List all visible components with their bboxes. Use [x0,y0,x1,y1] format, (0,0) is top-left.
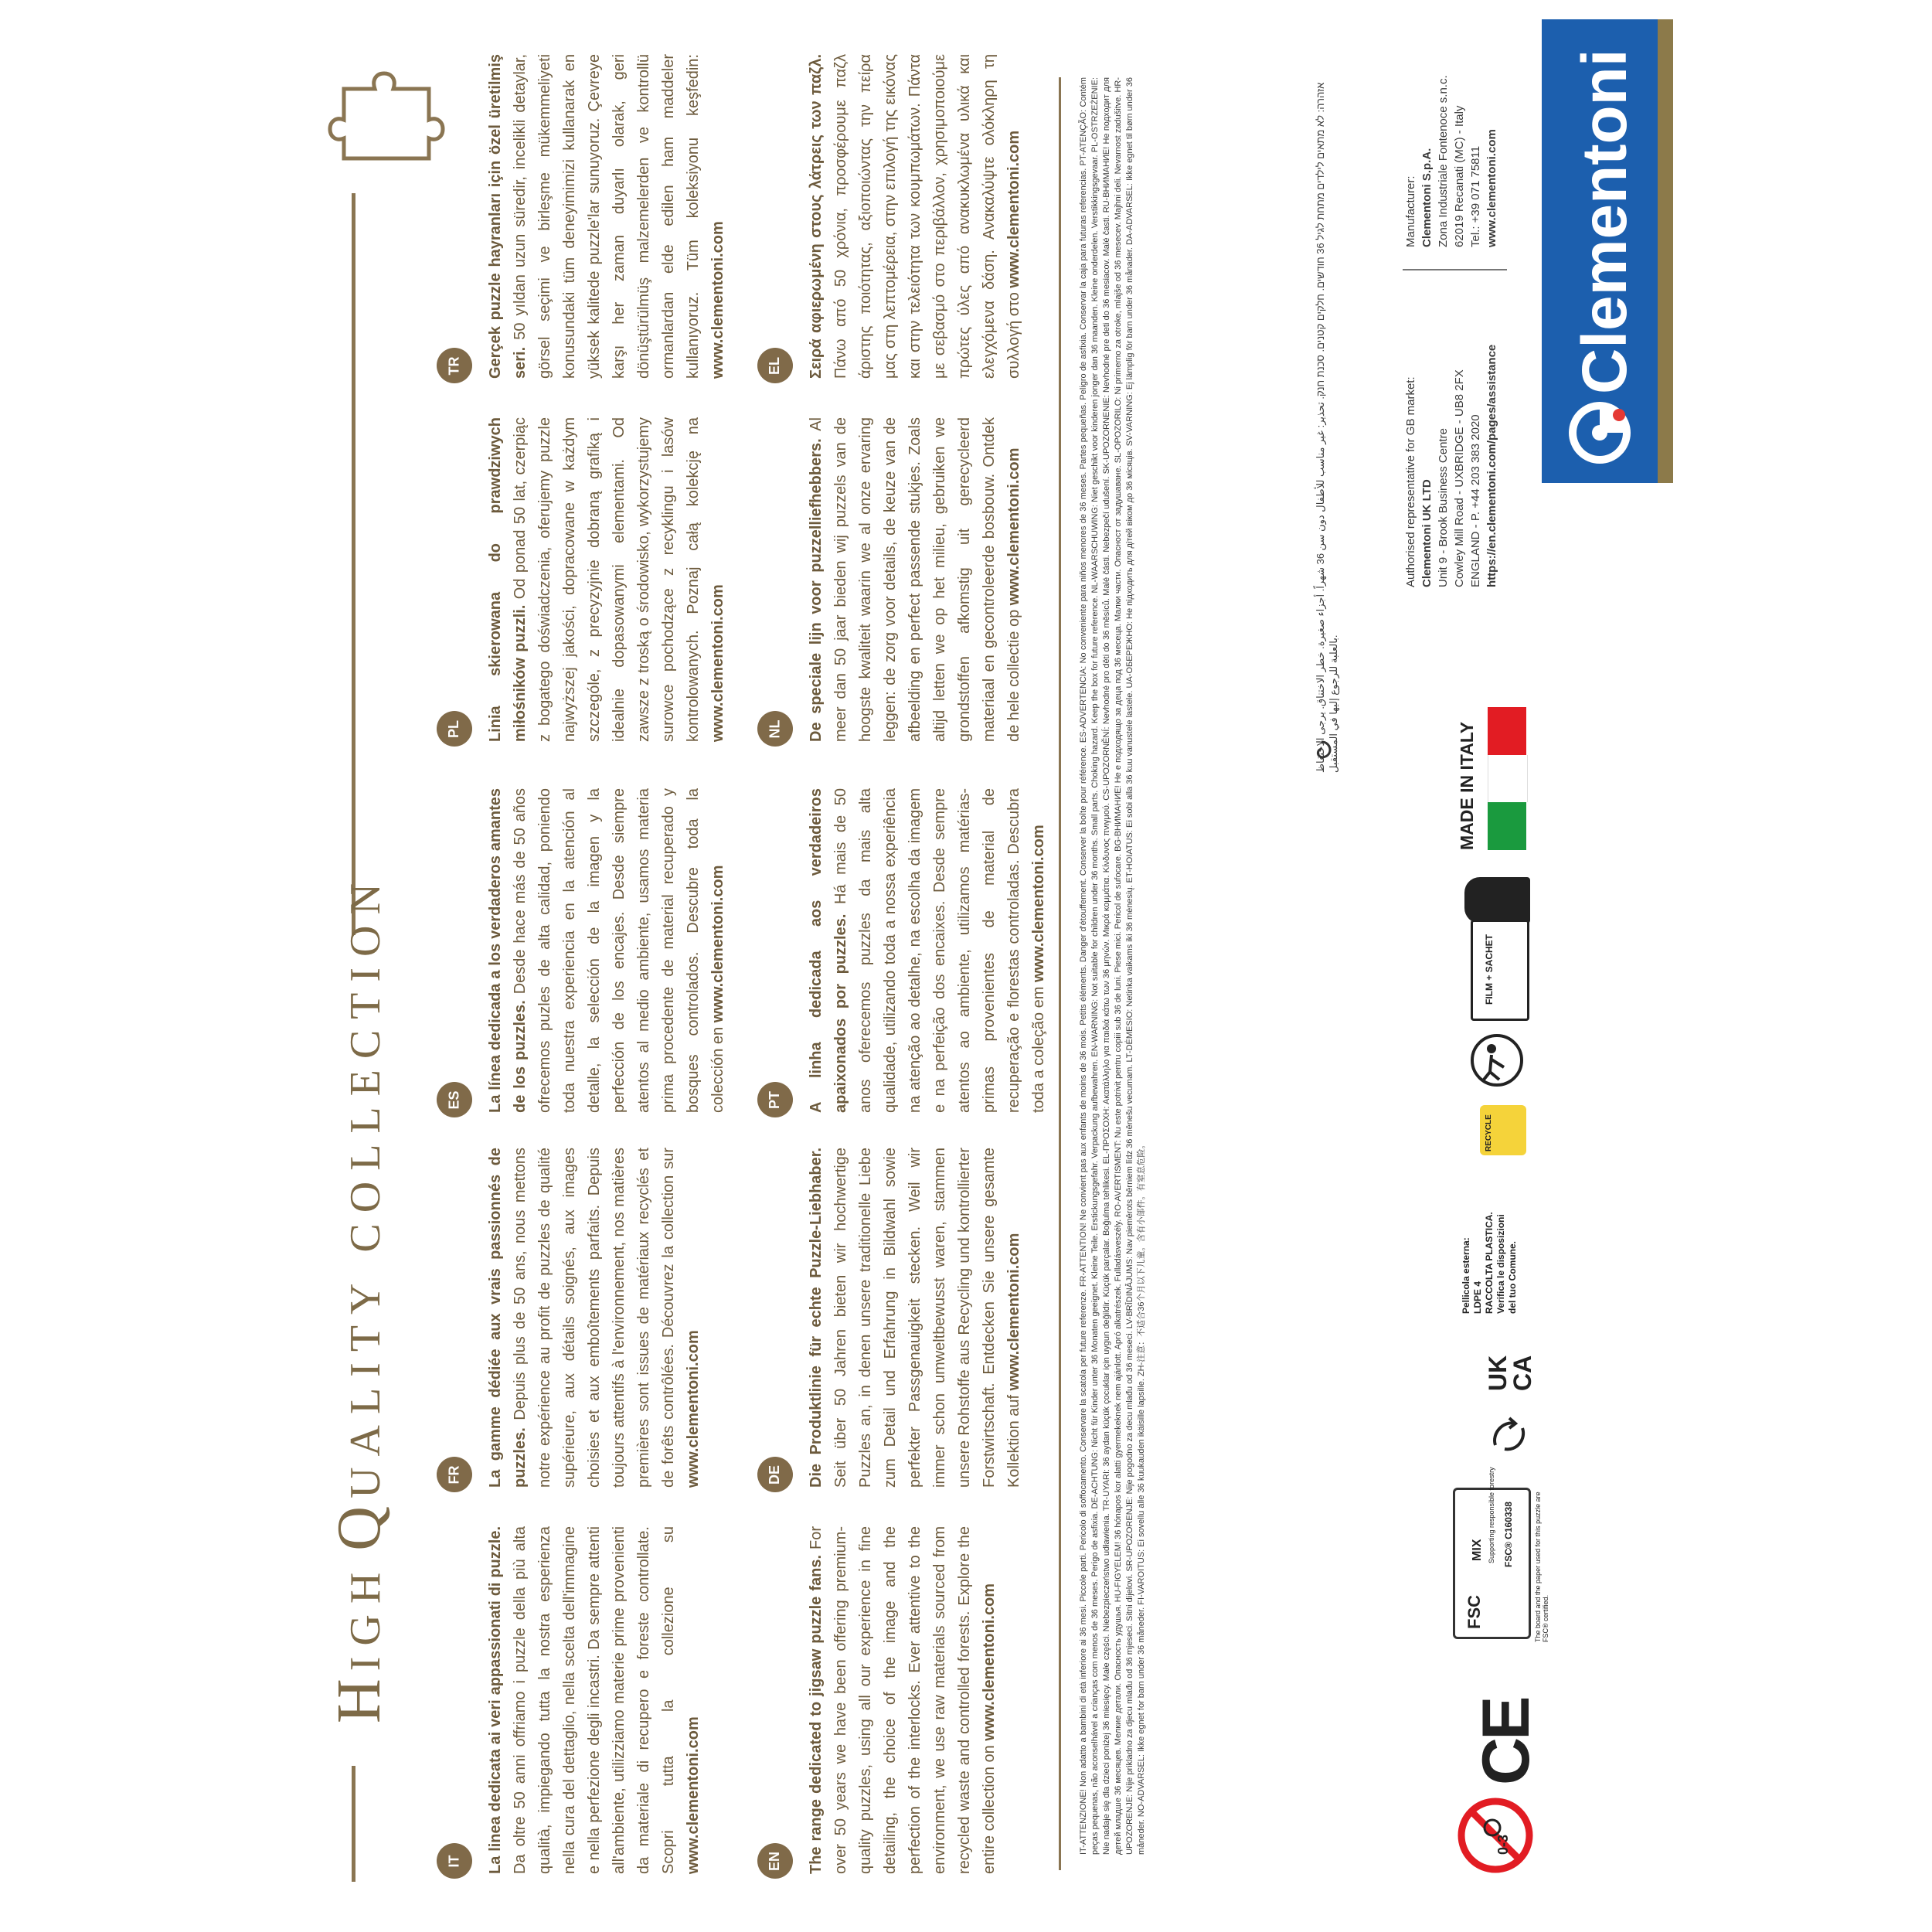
fsc-supporting: Supporting responsible forestry [1488,1467,1495,1563]
lang-heading: De speciale lijn voor puzzelliefhebbers. [808,438,825,742]
lang-badge-code: PT [767,1090,783,1109]
lang-badge-it [437,1843,472,1879]
lang-text-box-pl [483,417,726,742]
lang-heading: La gamme dédiée aux vrais passionnés de puzzles. [487,1148,529,1488]
lang-badge-tr [437,348,472,383]
lang-badge-pl [437,711,472,747]
lang-cta: Explore the entire collection on [956,1526,998,1874]
bin-label: FILM + SACHET [1484,934,1495,1005]
lang-text-box-fr [483,1147,702,1488]
lang-body: Πάνω από 50 χρόνια, προσφέρουμε παζλ άριστης ποιότητας, αξιοποιώντας την πείρα μας στη λεπτομέρεια, στην επιλογή της εικόνας και στην τελειότητα των κουμπωμάτων. Πάντα με σεβασμό στο περιβάλλον, χρησιμοποιούμε πρώτες ύλες από ανακυκλωμένα υλικά και ελεγχόμενα δάση. [832,54,998,379]
title-letter-h: H [325,1671,393,1723]
representative-name: Clementoni UK LTD [1420,479,1434,587]
title-rule-top [352,193,355,935]
tidyman-icon [1468,1032,1526,1090]
fsc-note: The board and the paper used for this puzzle are FSC® certified. [1534,1492,1549,1642]
lang-text-box-de [804,1147,1022,1488]
italy-flag [1488,707,1526,850]
lang-heading: Gerçek puzzle hayranları için özel üretilmiş seri. [487,54,529,379]
manufacturer-web[interactable]: www.clementoni.com [1485,129,1498,247]
lang-body: Depuis plus de 50 ans, nous mettons notre expérience au profit de puzzles de qualité supérieure, aux détails soignés, aux images choisies et aux emboîtements parfaits. Depuis toujours attentifs à l'environnement, nos matières premières sont issues de matériaux recyclés et de forêts contrôlées. [512,1147,677,1488]
flag-red [1488,707,1526,755]
ukca-top: UK [1484,1355,1512,1391]
ce-mark: CE [1469,1699,1543,1785]
lang-heading: Σειρά αφιερωμένη στους λάτρεις των παζλ. [808,54,825,379]
lang-text-es [483,788,726,1113]
puzzle-piece-icon [321,66,444,166]
lang-badge-code: EN [767,1851,783,1871]
lang-url-link[interactable]: www.clementoni.com [1005,130,1022,288]
fsc-certification [1453,1467,1531,1639]
bin-body [1471,920,1529,1021]
lang-url-link[interactable]: www.clementoni.com [685,1716,702,1874]
representative-address1: Unit 9 - Brook Business Centre [1437,428,1450,587]
fsc-brand: FSC [1464,1595,1484,1629]
lang-badge-code: TR [446,356,462,375]
manufacturer-block [1403,75,1500,247]
manufacturer-address: Zona Industriale Fontenoce s.n.c. [1437,75,1450,247]
recycle-badge [1480,1105,1526,1155]
lang-badge-code: ES [446,1090,462,1110]
lang-text-fr [483,1147,702,1488]
swirl-mark-icon [1306,738,1337,769]
lang-text-pt [804,788,1047,1113]
lang-cta: Tüm koleksiyonu keşfedin: [685,54,702,271]
lang-cta: Entdecken Sie unsere gesamte Kollektion auf [981,1147,1022,1488]
lang-body: Há mais de 50 anos oferecemos puzzles da mais alta qualidade, utilizando toda a nossa experiência na atenção ao detalhe, na escolha da imagem e na perfeição dos encaixes. Desde sempre atentos ao ambiente, utilizamos matérias-primas provenientes de material de recuperação e florestas controladas. [832,788,1022,1113]
lang-url-link[interactable]: www.clementoni.com [1005,447,1022,606]
lang-badge-pt [757,1082,793,1117]
lang-badge-code: EL [767,356,783,375]
lang-heading: Die Produktlinie für echte Puzzle-Liebhaber. [808,1148,825,1488]
lang-text-it [483,1526,702,1874]
lang-text-nl [804,417,1022,742]
lang-badge-es [437,1082,472,1117]
lang-text-tr [483,53,726,379]
bin-lid [1464,877,1530,923]
title-rule-bottom [352,1766,355,1882]
lang-text-box-tr [483,53,726,379]
brand-logo-mark-icon [1565,398,1634,468]
age-warning-label: 0-3 [1495,1834,1511,1855]
lang-url-link[interactable]: www.clementoni.com [1030,825,1047,982]
legal-divider [1059,77,1061,1870]
lang-heading: The range dedicated to jigsaw puzzle fans. [808,1554,825,1874]
legal-separator [1403,269,1507,270]
lang-heading: Linia skierowana do prawdziwych miłośników puzzli. [487,417,529,742]
collection-title [325,872,395,1723]
lang-badge-code: NL [767,719,783,738]
recycle-label: RECYCLE [1485,1114,1493,1151]
representative-block [1403,345,1500,587]
lang-text-box-pt [804,788,1047,1113]
lang-url-link[interactable]: www.clementoni.com [1005,1233,1022,1391]
ukca-bottom: CA [1509,1355,1536,1391]
lang-body: 50 yıldan uzun süredir, incelikli detaylar, görsel seçimi ve birleşme mükemmeliyeti konusundaki tüm deneyimimizi kullanarak en yüksek kalitede puzzle'lar sunuyoruz. Çevreye karşı her zaman duyarlı olarak, geri dönüştürülmüş malzemelerden ve kontrollü ormanlardan elde edilen ham maddeler kullanıyoruz. [512,53,702,379]
manufacturer-tel: Tel.: +39 071 75811 [1469,145,1482,247]
lang-text-box-it [483,1526,702,1874]
packaging-line1: Pellicola esterna: [1461,1237,1471,1314]
representative-address3: ENGLAND - P. +44 203 383 2020 [1469,414,1482,587]
lang-text-en [804,1526,1012,1874]
lang-heading: A linha dedicada aos verdadeiros apaixonados por puzzles. [808,788,849,1113]
lang-badge-nl [757,711,793,747]
lang-badge-code: DE [767,1464,783,1485]
lang-badge-en [757,1843,793,1879]
made-in-italy-label: MADE IN ITALY [1457,721,1477,850]
manufacturer-name: Clementoni S.p.A. [1420,148,1434,247]
title-letter-q: Q [325,1498,393,1551]
lang-badge-code: IT [446,1855,462,1867]
flag-white [1488,755,1528,802]
lang-text-box-el [804,54,1022,379]
lang-body: Seit über 50 Jahren bieten wir hochwertige Puzzles an, in denen unsere traditionelle Liebe zum Detail und Erfahrung in Bildwahl sowie perfekter Passgenauigkeit stecken. Weil wir immer schon umweltbewusst waren, stammen unsere Rohstoffe aus Recycling und kontrollierter Forstwirtschaft. [832,1148,998,1488]
lang-body: Al meer dan 50 jaar bieden wij puzzels van de hoogste kwaliteit waarin we al onze ervaring leggen: de zorg voor details, de keuze van de afbeelding en perfect passende stukjes. Zoals altijd letten we op het milieu, gebruiken we grondstoffen afkomstig uit gerecycleerd materiaal en gecontroleerde bosbouw. [808,417,998,742]
representative-web[interactable]: https://en.clementoni.com/pages/assistance [1485,344,1498,587]
representative-address2: Cowley Mill Road - UXBRIDGE - UB8 2FX [1453,369,1466,587]
brand-logo-text: Clementoni [1570,49,1640,394]
flag-green [1488,802,1526,850]
lang-badge-el [757,348,793,383]
lang-body: Od ponad 50 lat, czerpiąc z bogatego doświadczenia, oferujemy puzzle najwyższej jakości, dopracowane w każdym szczególe, z precyzyjnie dobraną grafiką i idealnie dopasowanymi elementami. Od zawsze z troską o środowisko, wykorzystujemy surowce pochodzące z recyklingu i lasów kontrolowanych. [512,417,702,742]
packaging-info [1461,1212,1519,1314]
lang-url-link[interactable]: www.clementoni.com [709,221,726,379]
brand-logo-gold-strip [1658,19,1673,483]
lang-url-link[interactable]: www.clementoni.com [981,1583,998,1741]
lang-cta: Découvrez la collection sur [660,1148,677,1338]
lang-cta: Scopri tutta la collezione su [660,1526,677,1874]
lang-url-link[interactable]: www.clementoni.com [685,1330,702,1488]
lang-cta: Poznaj całą kolekcję na [685,417,702,614]
packaging-line2: LDPE 4 [1472,1281,1483,1314]
lang-text-box-en [804,1526,1012,1874]
lang-badge-de [757,1457,793,1492]
lang-cta: Descubre toda la colección en [685,788,726,1113]
fsc-mix: MIX [1471,1539,1484,1561]
lang-heading: La línea dedicada a los verdaderos amantes de los puzzles. [487,788,529,1113]
title-word-igh: IGH [342,1561,389,1672]
bin-disposal-icon [1464,877,1530,1024]
lang-body: Desde hace más de 50 años ofrecemos puzles de alta calidad, poniendo toda nuestra experiencia en la atención al detalle, la selección de la imagen y la perfección de los encajes. Desde siempre atentos al medio ambiente, usamos materia prima procedente de material recuperado y bosques controlados. [512,788,702,1113]
lang-text-box-nl [804,417,1022,742]
fsc-code: FSC® C160338 [1503,1502,1514,1567]
packaging-line5: del tuo Comune. [1507,1241,1518,1314]
manufacturer-label: Manufacturer: [1404,175,1417,247]
lang-body: For over 50 years we have been offering premium-quality puzzles, using all our experience in fine detailing, the choice of the image and the perfection of the interlocks. Ever attentive to the environment, we use raw materials sourced from recycled waste and controlled forests. [808,1526,973,1874]
representative-label: Authorised representative for GB market: [1404,376,1417,587]
lang-text-box-es [483,788,726,1113]
packaging-line3: RACCOLTA PLASTICA. [1484,1212,1495,1314]
lang-text-el [804,54,1022,379]
lang-badge-fr [437,1457,472,1492]
warnings-rtl-text: אזהרה: לא מתאים לילדים מתחת לגיל 36 חודשים. חלקים קטנים. סכנת חנק. تحذير: غير مناسب للأطفال دون سن 36 شهراً. أجزاء صغيرة. خطر الاختناق. يرجى الاحتفاظ بالعلبة للرجوع إليها في المستقبل. [1315,82,1339,773]
manufacturer-city: 62019 Recanati (MC) - Italy [1453,105,1466,247]
warnings-rtl-block [1314,77,1352,773]
triman-icon [1488,1414,1530,1457]
lang-badge-code: FR [446,1465,462,1484]
lang-cta: Ανακαλύψτε ολόκληρη τη συλλογή στο [981,54,1022,379]
lang-url-link[interactable]: www.clementoni.com [709,584,726,742]
lang-body: Da oltre 50 anni offriamo i puzzle della più alta qualità, impiegando tutta la nostra esperienza nella cura del dettaglio, nella scelta dell'immagine e nella perfezione degli incastri. Da sempre attenti all'ambiente, utilizziamo materie prime provenienti da materiale di recupero e foreste controllate. [512,1526,652,1874]
lang-url-link[interactable]: www.clementoni.com [709,865,726,1023]
warnings-block [1078,77,1310,1855]
warnings-text: IT-ATTENZIONE! Non adatto a bambini di età inferiore ai 36 mesi. Piccole parti. Pericolo di soffocamento. Conservare la scatola per future referenze. FR-ATTENTION! Ne convient pas aux enfants de moins de 36 mois. Petits éléments. Danger d'étouffement. Conserver la boîte pour référence. ES-ADVERTENCIA: No conveniente para niños menores de 36 meses. Partes pequeñas. Peligro de asfixia. Conservar la caja para futuras referencias. PT-ATENÇÃO: Contém peças pequenas, não aconselhável a crianças com menos de 36 meses. Perigo de asfixia. DE-ACHTUNG: Nicht für Kinder unter 36 Monaten geeignet. Kleine Teile. Erstickungsgefahr. Verpackung aufbewahren. EN-WARNING: Not suitable for children under 36 months. Small parts. Choking hazard. Keep the box for future reference. NL-WAARSCHUWING: Niet geschikt voor kinderen jonger dan 36 maanden. Kleine onderdelen. Verstikkingsgevaar. PL-OSTRZEŻENIE: Nie nadaje się dla dzieci poniżej 36 miesięcy. Małe części. Niebezpieczeństwo udławienia. TR-UYARI: 36 aydan küçük çocuklar için uygun değildir. Küçük parçalar. Boğulma tehlikesi. EL-ΠΡΟΣΟΧΗ: Ακατάλληλο για παιδιά κάτω των 36 μηνών. Μικρά κομμάτια. Κίνδυνος πνιγμού. CS-UPOZORNĚNÍ: Nevhodné pro děti do 36 měsíců. Malé části. Nebezpečí udušení. SK-UPOZORNENIE: Nevhodné pre deti do 36 mesiacov. Malé časti. RU-ВНИМАНИЕ! Не подходит для детей младше 36 месяцев. Мелкие детали. Опасность удушья. HU-FIGYELEM! 36 hónapos kor alatti gyermekeknek nem ajánlott. Apró alkatrészek. Fulladásveszély. RO-AVERTISMENT: Nu este potrivit pentru copiii sub 36 de luni. Piese mici. Pericol de sufocare. BG-ВНИМАНИЕ! Не е подходящо за деца под 36 месеца. Малки части. Опасност от задушаване. SL-OPOZORILO: Ni primerno za otroke, mlajše od 36 mesecev. Majhni deli. Nevarnost zadušitve. HR-UPOZORENJE: Nije prikladno za djecu mlađu od 36 mjeseci. Sitni dijelovi. SR-UPOZORENJE: Nije pogodno za decu mlađu od 36 meseci. LV-BRĪDINĀJUMS: Nav piemērots bērniem līdz 36 mēnešu vecumam. LT-DĖMESIO: Netinka vaikams iki 36 mėnesių. ET-HOIATUS: Ei sobi alla 36 kuu vanustele lastele. UA-ОБЕРЕЖНО: Не підходить для дітей віком до 36 місяців. SV-VARNING: Ej lämplig för barn under 36 månader. DA-ADVARSEL: Ikke egnet til børn under 36 måneder. NO-ADVARSEL: Ikke egnet for barn under 36 måneder. FI-VAROITUS: Ei sovellu alle 36 kuukauden ikäisille lapsille. ZH-注意：不适合36个月以下儿童。含有小部件。有窒息危险。 [1079,77,1146,1855]
packaging-line4: Verifica le disposizioni [1495,1214,1506,1314]
lang-badge-code: PL [446,719,462,738]
lang-cta: Descubra toda a coleção em [1005,788,1047,1113]
lang-text-pl [483,417,726,742]
lang-cta: Ontdek de hele collectie op [981,417,1022,742]
lang-text-de [804,1147,1022,1488]
lang-heading: La linea dedicata ai veri appassionati di puzzle. [487,1526,504,1874]
title-word-uality: UALITY COLLECTION [342,872,389,1498]
